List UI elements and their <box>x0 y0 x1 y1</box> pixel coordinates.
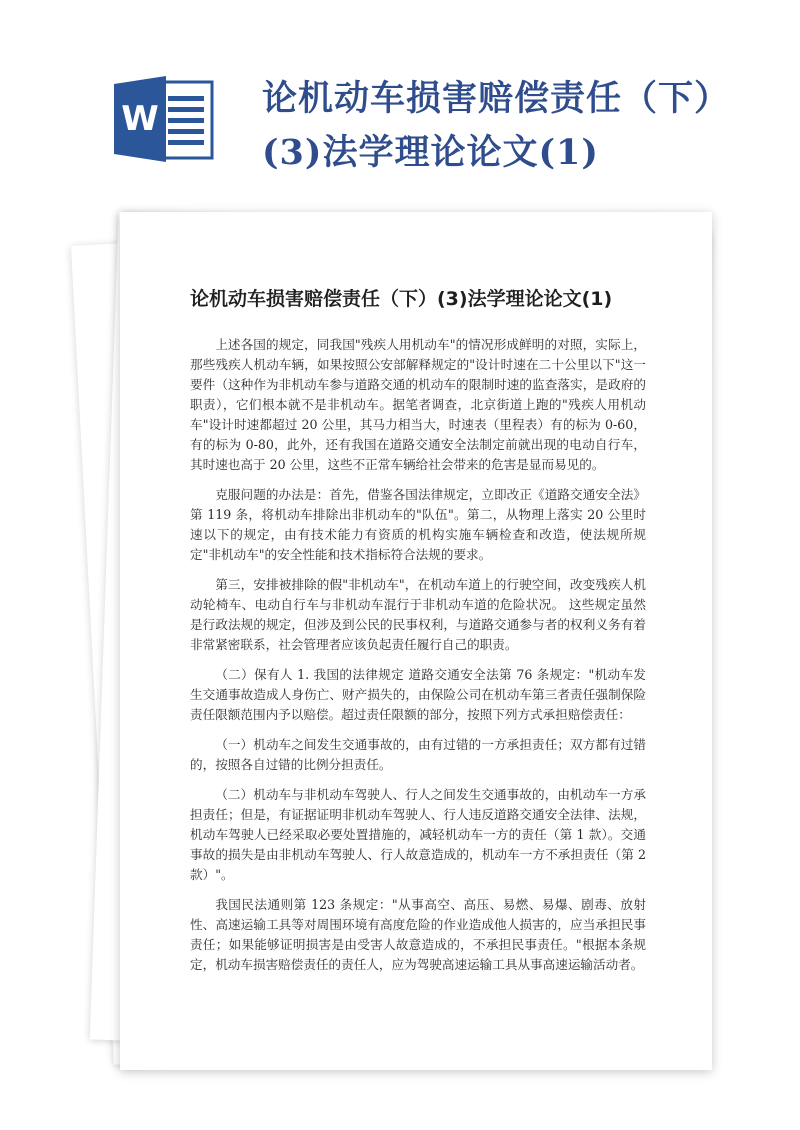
document-title: 论机动车损害赔偿责任（下）(3)法学理论论文(1) <box>190 288 613 310</box>
paragraph-5: （一）机动车之间发生交通事故的，由有过错的一方承担责任；双方都有过错的，按照各自过错的比例分担责任。 <box>190 737 646 772</box>
paragraph-3: 第三，安排被排除的假"非机动车"，在机动车道上的行驶空间，改变残疾人机动轮椅车、电动自行车与非机动车混行于非机动车道的危险状况。 这些规定虽然是行政法规的规定，但涉及到公民的民事权利，与道路交通参与者的权利义务有着非常紧密联系，社会管理者应该负起责任履行自己的职责。 <box>190 577 646 652</box>
paragraph-2: 克服问题的办法是：首先，借鉴各国法律规定，立即改正《道路交通安全法》第 119 条，将机动车排除出非机动车的"队伍"。第二，从物理上落实 20 公里时速以下的规定，由有技术能力有资质的机构实施车辆检查和改造，使法规所规定"非机动车"的安全性能和技术指标符合法规的要求。 <box>190 487 646 562</box>
header-title-line1: 论机动车损害赔偿责任（下） <box>262 78 731 119</box>
word-document-icon <box>112 74 216 164</box>
paragraph-7: 我国民法通则第 123 条规定："从事高空、高压、易燃、易爆、剧毒、放射性、高速运输工具等对周围环境有高度危险的作业造成他人损害的，应当承担民事责任；如果能够证明损害是由受害人故意造成的，不承担民事责任。"根据本条规定，机动车损害赔偿责任的责任人，应为驾驶高速运输工具从事高速运输活动者。 <box>190 897 646 972</box>
paragraph-1: 上述各国的规定，同我国"残疾人用机动车"的情况形成鲜明的对照，实际上，那些残疾人机动车辆，如果按照公安部解释规定的"设计时速在二十公里以下"这一要件（这种作为非机动车参与道路交通的机动车的限制时速的监查落实，是政府的职责），它们根本就不是非机动车。据笔者调查，北京街道上跑的"残疾人用机动车"设计时速都超过 20 公里，其马力相当大，时速表（里程表）有的标为 0-60，有的标为 0-80，此外，还有我国在道路交通安全法制定前就出现的电动自行车，其时速也高于 20 公里，这些不正常车辆给社会带来的危害是显而易见的。 <box>190 337 646 472</box>
header-title <box>262 72 782 180</box>
header-title-line2: (3)法学理论论文(1) <box>262 132 599 173</box>
svg-text:W: W <box>121 99 159 139</box>
paragraph-6: （二）机动车与非机动车驾驶人、行人之间发生交通事故的，由机动车一方承担责任；但是，有证据证明非机动车驾驶人、行人违反道路交通安全法律、法规，机动车驾驶人已经采取必要处置措施的，减轻机动车一方的责任（第 1 款）。交通事故的损失是由非机动车驾驶人、行人故意造成的，机动车一方不承担责任（第 2 款）"。 <box>190 787 646 882</box>
document-page <box>120 212 712 1070</box>
paragraph-4: （二）保有人 1. 我国的法律规定 道路交通安全法第 76 条规定："机动车发生交通事故造成人身伤亡、财产损失的，由保险公司在机动车第三者责任强制保险责任限额范围内予以赔偿。超过责任限额的部分，按照下列方式承担赔偿责任： <box>190 667 646 722</box>
